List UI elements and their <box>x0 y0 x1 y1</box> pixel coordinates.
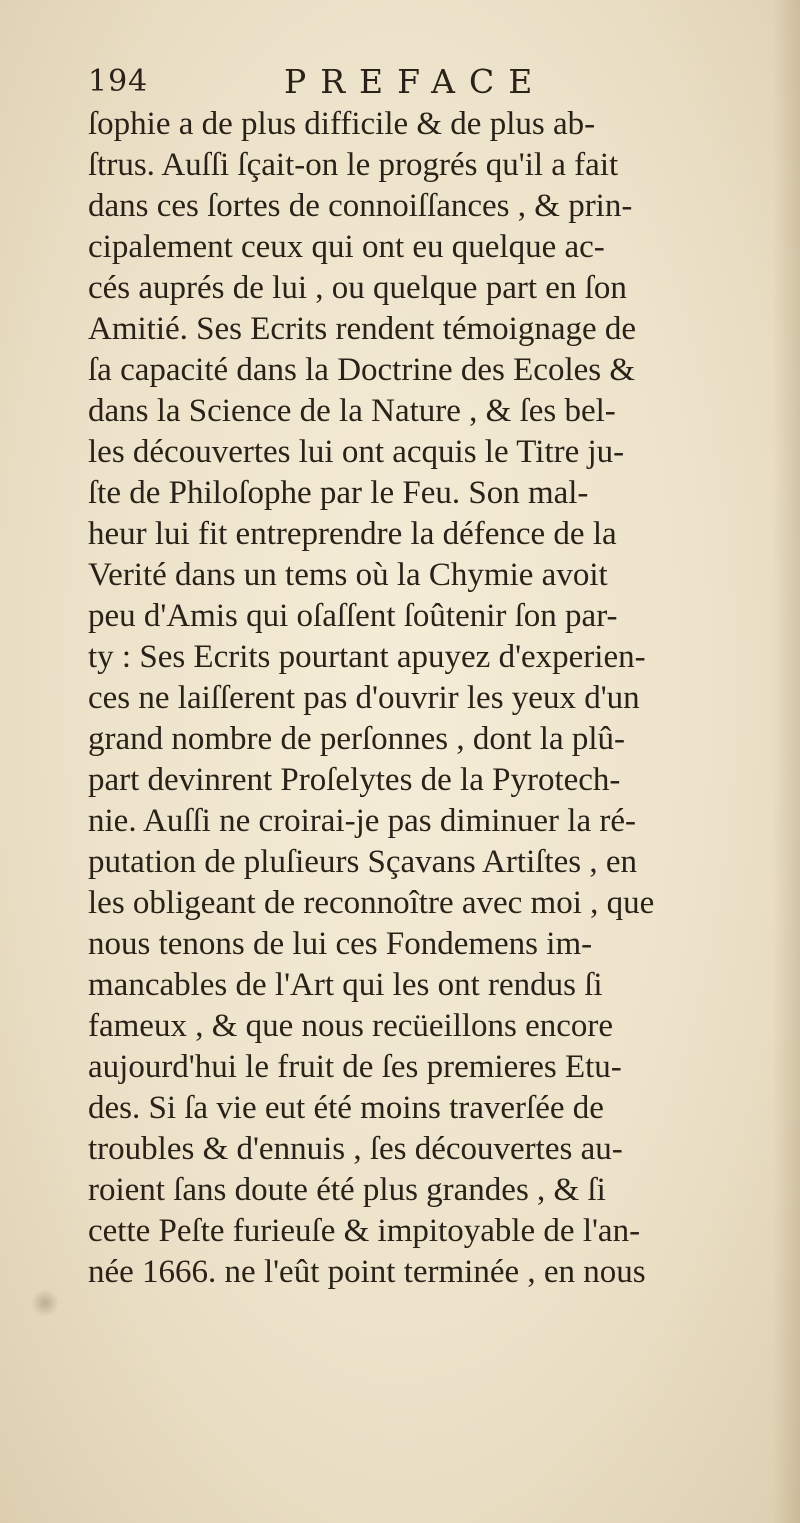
text-line: cette Peſte furieuſe & impitoyable de l'an- <box>88 1213 641 1249</box>
text-line: des. Si ſa vie eut été moins traverſée de <box>88 1090 604 1126</box>
text-line: ſte de Philoſophe par le Feu. Son mal- <box>88 475 589 511</box>
text-line: part devinrent Proſelytes de la Pyrotech- <box>88 762 621 798</box>
text-line: dans la Science de la Nature , & ſes bel- <box>88 393 616 429</box>
body-text <box>88 104 788 1293</box>
text-line: les obligeant de reconnoître avec moi , que <box>88 885 655 921</box>
text-line: ty : Ses Ecrits pourtant apuyez d'experien- <box>88 639 646 675</box>
text-line: nie. Auſſi ne croirai-je pas diminuer la ré- <box>88 803 636 839</box>
text-line: nous tenons de lui ces Fondemens im- <box>88 926 593 962</box>
text-line: ſtrus. Auſſi ſçait-on le progrés qu'il a fait <box>88 147 619 183</box>
text-line: peu d'Amis qui oſaſſent ſoûtenir ſon par- <box>88 598 618 634</box>
text-line: cés auprés de lui , ou quelque part en ſon <box>88 270 627 306</box>
page-number: 194 <box>88 64 149 99</box>
text-line: Amitié. Ses Ecrits rendent témoignage de <box>88 311 637 347</box>
paper-stain <box>30 1290 60 1316</box>
text-line: née 1666. ne l'eût point terminée , en nous <box>88 1254 646 1290</box>
text-line: grand nombre de perſonnes , dont la plû- <box>88 721 626 757</box>
text-line: troubles & d'ennuis , ſes découvertes au- <box>88 1131 623 1167</box>
text-line: putation de pluſieurs Sçavans Artiſtes , en <box>88 844 637 880</box>
text-line: Verité dans un tems où la Chymie avoit <box>88 557 608 593</box>
text-line: dans ces ſortes de connoiſſances , & prin- <box>88 188 633 224</box>
text-line: ſophie a de plus difficile & de plus ab- <box>88 106 596 142</box>
text-line: heur lui fit entreprendre la défence de la <box>88 516 617 552</box>
text-line: aujourd'hui le fruit de ſes premieres Etu- <box>88 1049 622 1085</box>
text-line: cipalement ceux qui ont eu quelque ac- <box>88 229 605 265</box>
text-line: fameux , & que nous recüeillons encore <box>88 1008 614 1044</box>
text-line: mancables de l'Art qui les ont rendus ſi <box>88 967 603 1003</box>
text-line: ſa capacité dans la Doctrine des Ecoles & <box>88 352 636 388</box>
text-line: roient ſans doute été plus grandes , & ſi <box>88 1172 606 1208</box>
page-header <box>88 58 728 108</box>
text-line: ces ne laiſſerent pas d'ouvrir les yeux d'un <box>88 680 640 716</box>
text-line: les découvertes lui ont acquis le Titre ju- <box>88 434 625 470</box>
running-title: PREFACE <box>284 62 547 101</box>
